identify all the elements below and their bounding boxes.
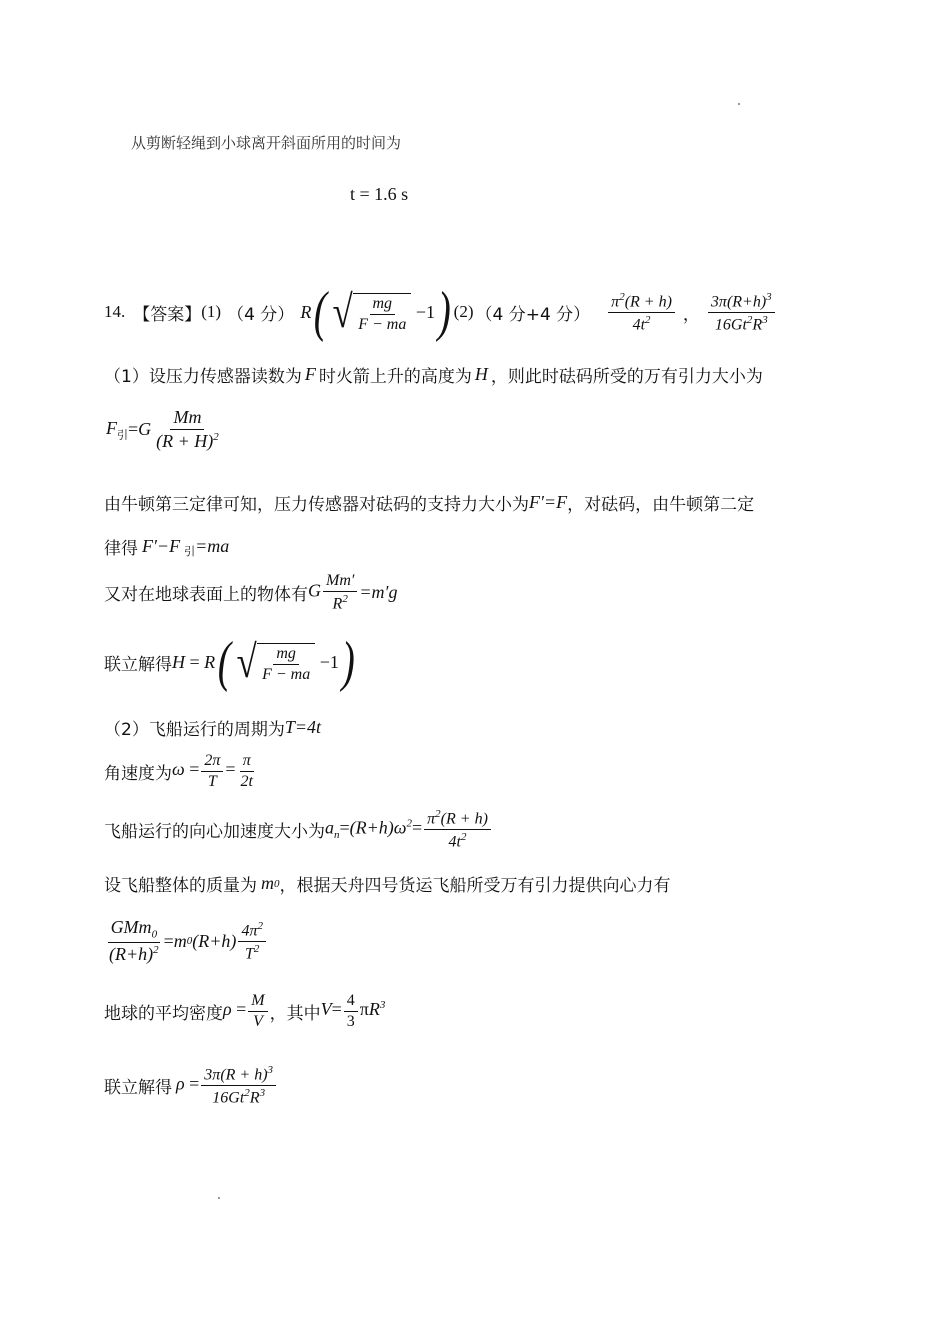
intro-text: 从剪断轻绳到小球离开斜面所用的时间为 bbox=[131, 134, 402, 152]
orbit-formula: $\frac{GMm_0}{(R+h)^2}$ = m 0 (R+h) $\frac{4\pi^2}{T^2}$ bbox=[104, 918, 268, 964]
q14-answer-line bbox=[104, 282, 777, 342]
eq-l6: T=4t bbox=[284, 717, 321, 737]
text-l9a: 设飞船整体的质量为 bbox=[104, 876, 257, 896]
dot-mark bbox=[738, 103, 740, 105]
line-7 bbox=[104, 752, 258, 790]
score2: （4 分+4 分） bbox=[475, 304, 591, 325]
eq-l4: =m′g bbox=[359, 581, 398, 602]
dot-mark bbox=[218, 1197, 220, 1199]
surface-gravity-formula: G $\frac{Mm'}{R^2}$ bbox=[308, 572, 359, 613]
text-l11b: ，其中 bbox=[269, 1003, 321, 1024]
q14-number: 14. bbox=[104, 302, 126, 321]
line-5 bbox=[104, 631, 358, 693]
symbol-m0-sub: 0 bbox=[274, 877, 280, 890]
text-l11a: 地球的平均密度 bbox=[104, 1003, 223, 1024]
part2-label: (2) bbox=[453, 302, 474, 321]
line-4 bbox=[104, 572, 397, 613]
text-l12: 联立解得 bbox=[104, 1077, 172, 1098]
line-11 bbox=[104, 992, 385, 1030]
formula-acceleration: $\frac{\pi^2(R + h)}{4t^2}$ bbox=[606, 291, 677, 334]
gravity-formula: $F_引$ = G $\frac{Mm}{(R + H)^2}$ bbox=[106, 407, 219, 451]
line-12 bbox=[104, 1064, 278, 1107]
symbol-F: F bbox=[304, 364, 316, 384]
line-2 bbox=[104, 490, 754, 515]
text-l1: （1）设压力传感器读数为 bbox=[104, 367, 302, 387]
text-l1c: ，则此时砝码所受的万有引力大小为 bbox=[490, 367, 763, 387]
symbol-m0: m bbox=[261, 873, 274, 893]
text-l7: 角速度为 bbox=[104, 763, 172, 784]
part1-label: (1) bbox=[201, 302, 222, 321]
text-l8: 飞船运行的向心加速度大小为 bbox=[104, 821, 325, 842]
density-result: ρ = $\frac{3\pi(R + h)^3}{16Gt^2R^3}$ bbox=[176, 1064, 278, 1107]
text-l4: 又对在地球表面上的物体有 bbox=[104, 584, 308, 605]
centripetal-formula: $a_n=(R+h)\omega^2=$ $\frac{\pi^2(R + h)}{4t^2}$ bbox=[325, 808, 493, 851]
intro-equation: t = 1.6 s bbox=[350, 184, 409, 204]
score1: （4 分） bbox=[227, 304, 295, 325]
formula-height: R ( √ $\frac{mg}{F - ma}$ −1 ) bbox=[300, 281, 451, 343]
volume-formula: V= $\frac{4}{3}$ $\pi R^3$ bbox=[320, 992, 386, 1030]
text-l5: 联立解得 bbox=[104, 654, 172, 675]
symbol-H: H bbox=[474, 364, 488, 384]
eq-l3b: =ma bbox=[195, 536, 230, 556]
line-1 bbox=[104, 362, 763, 387]
text-l2b: ，对砝码，由牛顿第二定 bbox=[567, 495, 755, 515]
angular-velocity-formula: ω = $\frac{2\pi}{T}$ = $\frac{\pi}{2t}$ bbox=[172, 752, 253, 790]
text-l6a: （2）飞船运行的周期为 bbox=[104, 720, 285, 740]
answer-label: 【答案】 bbox=[133, 304, 202, 325]
formula-density: $\frac{3\pi(R+h)^3}{16Gt^2R^3}$ bbox=[706, 291, 777, 334]
text-l9b: ，根据天舟四号货运飞船所受万有引力提供向心力有 bbox=[279, 876, 671, 896]
line-9 bbox=[104, 871, 671, 896]
height-result: H = R ( √ $\frac{mg}{F - ma}$ −1 ) bbox=[172, 631, 355, 693]
line-3 bbox=[104, 534, 229, 559]
eq-l3-sub: 引 bbox=[184, 544, 196, 558]
line-8 bbox=[104, 808, 493, 851]
text-l2a: 由牛顿第三定律可知，压力传感器对砝码的支持力大小为 bbox=[104, 495, 529, 515]
density-def-formula: ρ = $\frac{M}{V}$ bbox=[223, 992, 270, 1030]
text-l3: 律得 bbox=[104, 539, 138, 559]
eq-l2: F′=F bbox=[529, 492, 568, 512]
comma: ， bbox=[682, 304, 700, 325]
eq-l3a: F′−F bbox=[142, 536, 181, 556]
text-l1b: 时火箭上升的高度为 bbox=[318, 367, 472, 387]
line-6 bbox=[104, 715, 321, 740]
